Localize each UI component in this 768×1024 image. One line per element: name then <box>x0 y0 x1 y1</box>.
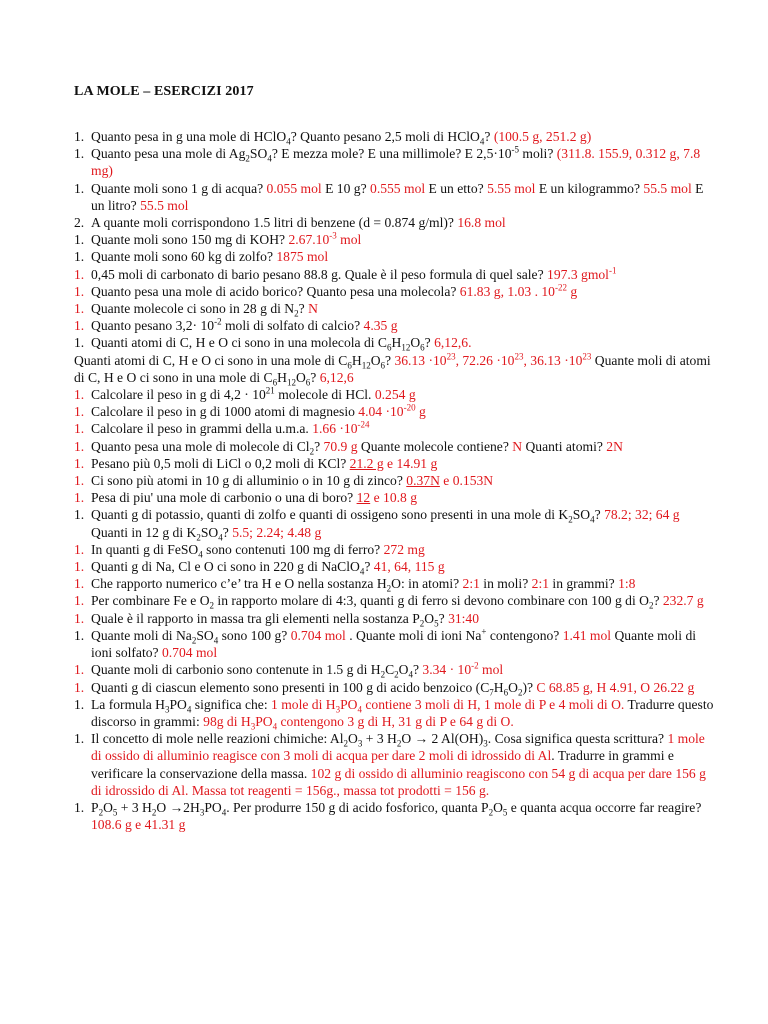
exercise-item <box>74 420 714 437</box>
exercise-number: 1. <box>74 473 85 489</box>
subscript: 5 <box>112 807 118 818</box>
exercise-item <box>74 317 714 334</box>
exercise-number: 1. <box>74 455 85 471</box>
question-text: O <box>348 731 358 747</box>
exercise-item <box>74 592 714 612</box>
question-text: O <box>103 799 113 815</box>
exercise-number: 1. <box>74 249 85 265</box>
answer-text: , 36.13 ·10 <box>523 352 583 368</box>
answer-text: 0.555 mol <box>370 180 426 196</box>
answer-text: -20 <box>403 402 416 413</box>
answer-text: 23 <box>446 351 456 362</box>
exercise-number: 1. <box>74 129 85 144</box>
exercise-number: 1. <box>74 799 85 815</box>
question-text: sono 100 g? <box>218 627 291 643</box>
question-text: O <box>295 369 306 385</box>
answer-text: 5.55 mol <box>487 180 536 196</box>
answer-text: -1 <box>608 265 617 276</box>
exercise-number: 1. <box>74 387 85 403</box>
question-text: Quanti g di Na, Cl e O ci sono in 220 g di NaClO <box>91 559 360 575</box>
subscript: 6 <box>503 687 509 698</box>
exercise-number: 1. <box>74 662 85 678</box>
question-text: Per combinare Fe e O <box>91 593 210 609</box>
answer-text: 232.7 g <box>662 593 704 609</box>
subscript: 4 <box>286 136 291 147</box>
question-text: E un litro? <box>91 180 704 213</box>
question-text: Quante moli di atomi di C, H e O ci sono in una mole di C <box>74 352 711 385</box>
question-text: Pesa di piu' una mole di carbonio o una di boro? <box>91 490 357 506</box>
exercise-item <box>74 730 714 799</box>
subscript: 12 <box>286 377 296 388</box>
answer-text: contiene 3 moli di H, 1 mole di P e 4 moli di O. <box>362 696 625 712</box>
answer-text: PO <box>255 713 273 729</box>
answer-text: 0.704 mol <box>161 645 218 661</box>
answer-text: mol <box>336 232 362 248</box>
answer-text: 3 <box>335 704 341 715</box>
exercise-item <box>74 334 714 354</box>
question-text: In quanti g di FeSO <box>91 541 199 557</box>
exercise-item <box>74 558 714 575</box>
question-text: SO <box>200 524 219 540</box>
question-text: Pesano più 0,5 moli di LiCl o 0,2 moli di KCl? <box>91 455 350 471</box>
question-text: O <box>508 679 518 695</box>
answer-text: 41, 64, 115 g <box>373 559 445 575</box>
answer-text: 0.254 g <box>374 387 416 403</box>
subscript: 5 <box>434 618 439 629</box>
exercise-item <box>74 386 714 403</box>
question-text: Calcolare il peso in grammi della u.m.a. <box>91 421 313 437</box>
answer-text: 1 mole di H <box>271 696 336 712</box>
answer-text: contengono 3 g di H, 31 g di P e 64 g di O. <box>277 713 514 729</box>
answer-text: 3.34 · 10 <box>422 662 472 678</box>
question-text: SO <box>249 146 268 162</box>
answer-text: 5.5; 2.24; 4.48 g <box>232 524 322 540</box>
question-text: in grammi? <box>549 576 619 592</box>
question-text: ? <box>484 129 494 144</box>
exercise-number: 1. <box>74 335 85 351</box>
exercise-number: 1. <box>74 421 85 437</box>
subscript: 2 <box>488 807 494 818</box>
question-text: ? <box>364 559 374 575</box>
exercise-item <box>74 696 714 730</box>
answer-text: 4 <box>357 704 362 715</box>
subscript: 2 <box>209 601 215 612</box>
subscript: 6 <box>272 377 278 388</box>
exercise-item <box>74 438 714 455</box>
subscript: 2 <box>419 618 425 629</box>
question-text: in moli? <box>479 576 532 592</box>
question-text: ? E mezza mole? E una millimole? E 2,5·10 <box>271 146 512 162</box>
answer-text: 4 <box>272 721 278 732</box>
exercise-number: 1. <box>74 232 85 248</box>
answer-text: 1 mole di ossido di alluminio reagisce con 3 moli di acqua per dare 2 moli di idrossido di Al <box>91 731 705 764</box>
subscript: 3 <box>357 738 363 749</box>
question-text: moli? <box>519 146 557 162</box>
answer-text: e 14.91 g <box>383 455 438 471</box>
answer-text: 16.8 mol <box>457 215 506 231</box>
subscript: 4 <box>359 566 365 577</box>
question-text: ? <box>594 507 605 523</box>
question-text: Quanto pesa una mole di acido borico? Quanto pesa una molecola? <box>91 283 460 299</box>
answer-text: 2:1 <box>531 576 550 592</box>
exercise-item <box>74 283 714 300</box>
question-text: ? <box>424 335 435 351</box>
question-text: Che rapporto numerico c’e’ tra H e O nella sostanza H <box>91 576 387 592</box>
answer-text: -3 <box>329 230 337 241</box>
exercise-item <box>74 575 714 592</box>
question-text: contengono? <box>486 627 563 643</box>
exercise-item <box>74 248 714 265</box>
question-text: H <box>351 352 362 368</box>
answer-text: 1:8 <box>618 576 636 592</box>
question-text: . Cosa significa questa scrittura? <box>487 731 668 747</box>
question-text: ? <box>310 369 320 385</box>
exercise-item <box>74 455 714 472</box>
answer-text: 108.6 g e 41.31 g <box>91 817 186 833</box>
question-text: Quanto pesano 3,2· 10 <box>91 318 215 334</box>
subscript: 2 <box>380 670 386 681</box>
question-text: significa che: <box>191 696 272 712</box>
question-text: in rapporto molare di 4:3, quanti g di ferro si devono combinare con 100 g di O <box>214 593 649 609</box>
answer-text: 2:1 <box>462 576 480 592</box>
question-text: . Quante moli di ioni Na <box>345 627 482 643</box>
question-text: Quante moli di ioni solfato? <box>91 627 697 661</box>
question-text: sono contenuti 100 mg di ferro? <box>202 541 384 557</box>
question-text: Quanti in 12 g di K <box>91 524 197 540</box>
question-text: Quanto pesa una mole di molecole di Cl <box>91 438 310 454</box>
exercise-number: 1. <box>74 627 85 643</box>
subscript: 4 <box>198 549 203 560</box>
question-text: Quante moli di Na <box>91 627 192 643</box>
exercise-item <box>74 506 714 543</box>
subscript: 2 <box>343 738 349 749</box>
exercise-item <box>74 679 714 696</box>
subscript: 12 <box>361 360 371 371</box>
exercise-number: 1. <box>74 301 85 317</box>
subscript: 2 <box>196 532 201 543</box>
exercise-item <box>74 145 714 179</box>
subscript: 3 <box>164 704 170 715</box>
subscript: 2 <box>568 515 573 526</box>
question-text: Quanti g di ciascun elemento sono presenti in 100 g di acido benzoico (C <box>91 679 490 695</box>
answer-text: 23 <box>582 351 592 362</box>
question-text: Quanto pesa una mole di Ag <box>91 146 246 162</box>
question-text: Quanto pesa in g una mole di HClO <box>91 129 287 144</box>
exercise-item <box>74 489 714 506</box>
subscript: 2 <box>517 687 523 698</box>
exercise-list <box>74 128 714 833</box>
question-text: ? <box>438 610 449 626</box>
question-text: Quanti atomi? <box>522 438 607 454</box>
answer-text: 4.35 g <box>363 318 398 334</box>
question-text: Quale è il rapporto in massa tra gli elementi nella sostanza P <box>91 610 420 626</box>
answer-text: 78.2; 32; 64 g <box>604 507 680 523</box>
subscript: 3 <box>483 738 488 749</box>
answer-text: 197.3 gmol <box>547 266 609 282</box>
question-text: ? Quanto pesano 2,5 moli di HClO <box>290 129 480 144</box>
answer-text: 102 g di ossido di alluminio reagiscono con 54 g di acqua per dare 156 g di idrossido di Al. Massa tot reagenti = 156g., massa tot prodotti = 156 g. <box>91 765 706 798</box>
answer-text: 23 <box>514 351 524 362</box>
answer-text: N <box>512 438 523 454</box>
answer-text: 2N <box>606 438 623 454</box>
exercise-item <box>74 403 714 420</box>
subscript: 2 <box>394 670 399 681</box>
question-text: C <box>385 662 395 678</box>
answer-text: 55.5 mol <box>140 197 189 213</box>
question-text: O <box>493 799 503 815</box>
subscript: 12 <box>401 343 411 354</box>
question-text: La formula H <box>91 696 165 712</box>
answer-text: 0.37N <box>406 473 440 489</box>
answer-text: g <box>566 283 578 299</box>
exercise-number: 1. <box>74 266 85 282</box>
answer-text: 6,12,6 <box>319 369 354 385</box>
exercise-item <box>74 352 714 386</box>
question-text: molecole di HCl. <box>274 387 375 403</box>
question-text: P <box>91 799 99 815</box>
answer-text: g <box>415 404 426 420</box>
answer-text: 36.13 ·10 <box>394 352 447 368</box>
question-text: E un etto? <box>425 180 488 196</box>
subscript: 4 <box>218 532 223 543</box>
question-text: + 3 H <box>117 799 152 815</box>
exercise-item <box>74 266 714 283</box>
question-text: O: in atomi? <box>391 576 463 592</box>
question-text: Tradurre questo discorso in grammi: <box>91 696 714 729</box>
subscript: 2 <box>98 807 104 818</box>
question-text: SO <box>572 507 591 523</box>
superscript: -2 <box>214 316 222 327</box>
answer-text: N <box>308 301 318 317</box>
question-text: O <box>398 662 409 678</box>
answer-text: 2.67.10 <box>288 232 330 248</box>
subscript: 4 <box>408 670 413 681</box>
superscript: 21 <box>265 385 275 396</box>
answer-text: 3 <box>250 721 256 732</box>
subscript: 4 <box>213 635 219 646</box>
exercise-item <box>74 610 714 627</box>
exercise-number: 1. <box>74 146 85 162</box>
answer-text: 61.83 g, 1.03 . 10 <box>459 283 555 299</box>
subscript: 2 <box>245 153 250 164</box>
subscript: 2 <box>151 807 157 818</box>
question-text: Quante moli di carbonio sono contenute in 1.5 g di H <box>91 662 381 678</box>
subscript: 6 <box>420 343 425 354</box>
exercise-number: 1. <box>74 610 85 626</box>
answer-text: 0.704 mol <box>290 627 346 643</box>
question-text: ? <box>385 352 395 368</box>
exercise-item <box>74 799 714 833</box>
question-text: Quante moli sono 150 mg di KOH? <box>91 232 289 248</box>
subscript: 2 <box>191 635 197 646</box>
exercise-number: 1. <box>74 696 85 712</box>
exercise-number: 1. <box>74 541 85 557</box>
answer-text: -2 <box>471 660 479 671</box>
exercise-item <box>74 214 714 231</box>
answer-text: 98g di H <box>203 713 251 729</box>
answer-text: 12 <box>356 490 371 506</box>
question-text: E un kilogrammo? <box>535 180 644 196</box>
question-text: H <box>493 679 504 695</box>
exercise-number: 1. <box>74 490 85 506</box>
question-text: Quanti g di potassio, quanti di zolfo e quanti di ossigeno sono presenti in una mole di K <box>91 507 569 523</box>
exercise-number: 1. <box>74 559 85 575</box>
subscript: 2 <box>309 446 315 457</box>
answer-text: C 68.85 g, H 4.91, O 26.22 g <box>536 679 695 695</box>
question-text: O <box>370 352 381 368</box>
exercise-item <box>74 660 714 681</box>
question-text: E 10 g? <box>321 180 371 196</box>
answer-text: e 0.153N <box>439 473 494 489</box>
question-text: O <box>424 610 435 626</box>
question-text: Quante molecole ci sono in 28 g di N <box>91 301 295 317</box>
question-text: O → 2 Al(OH) <box>401 731 484 747</box>
question-text: O <box>410 335 421 351</box>
answer-text: 1.41 mol <box>562 627 612 643</box>
question-text: PO <box>169 696 187 712</box>
answer-text: -22 <box>554 282 567 293</box>
document-page <box>74 84 714 833</box>
exercise-number: 1. <box>74 318 85 334</box>
exercise-number: 1. <box>74 576 85 592</box>
question-text: Quante molecole contiene? <box>357 438 513 454</box>
answer-text: 55.5 mol <box>643 180 692 196</box>
question-text: Il concetto di mole nelle reazioni chimiche: Al <box>91 731 344 747</box>
answer-text: 4.04 ·10 <box>358 404 404 420</box>
exercise-number: 1. <box>74 180 85 196</box>
question-text: Quante moli sono 60 kg di zolfo? <box>91 249 277 265</box>
question-text: H <box>277 369 287 385</box>
question-text: Quanti atomi di C, H e O ci sono in una mole di C <box>74 352 348 368</box>
exercise-item <box>74 472 714 489</box>
question-text: A quante moli corrispondono 1.5 litri di benzene (d = 0.874 g/ml)? <box>91 215 458 231</box>
question-text: 0,45 moli di carbonato di bario pesano 88.8 g. Quale è il peso formula di quel sale? <box>91 266 548 282</box>
question-text: Quante moli sono 1 g di acqua? <box>91 180 267 196</box>
exercise-number: 1. <box>74 438 85 454</box>
question-text: H <box>391 335 402 351</box>
subscript: 6 <box>305 377 311 388</box>
subscript: 4 <box>479 136 485 147</box>
exercise-item <box>74 180 714 214</box>
exercise-item <box>74 128 714 145</box>
question-text: ? <box>222 524 233 540</box>
subscript: 2 <box>648 601 654 612</box>
question-text: Calcolare il peso in g di 4,2 · 10 <box>91 387 266 403</box>
question-text: moli di solfato di calcio? <box>221 318 364 334</box>
subscript: 6 <box>380 360 386 371</box>
answer-text: 6,12,6. <box>434 335 472 351</box>
answer-text: PO <box>340 696 358 712</box>
question-text: Quanti atomi di C, H e O ci sono in una molecola di C <box>91 335 387 351</box>
answer-text: mol <box>478 662 504 678</box>
question-text: ? <box>314 438 324 454</box>
subscript: 6 <box>387 343 392 354</box>
answer-text: , 72.26 ·10 <box>455 352 515 368</box>
subscript: 4 <box>221 807 227 818</box>
subscript: 2 <box>396 738 402 749</box>
exercise-number: 2. <box>74 215 85 231</box>
exercise-item <box>74 300 714 317</box>
question-text: Ci sono più atomi in 10 g di alluminio o in 10 g di zinco? <box>91 473 407 489</box>
answer-text: 1.66 ·10 <box>312 421 358 437</box>
answer-text: 31:40 <box>448 610 480 626</box>
subscript: 3 <box>199 807 205 818</box>
question-text: PO <box>204 799 222 815</box>
question-text: + 3 H <box>362 731 397 747</box>
question-text: SO <box>196 627 214 643</box>
question-text: ? <box>653 593 663 609</box>
question-text: ? <box>298 301 309 317</box>
subscript: 4 <box>186 704 192 715</box>
subscript: 2 <box>294 308 299 319</box>
subscript: 4 <box>267 153 272 164</box>
answer-text: 272 mg <box>383 541 425 557</box>
answer-text: (311.8. 155.9, 0.312 g, 7.8 mg) <box>91 146 701 179</box>
exercise-number: 1. <box>74 679 85 695</box>
superscript: -5 <box>511 144 520 155</box>
question-text: e quanta acqua occorre far reagire? <box>507 799 702 815</box>
subscript: 4 <box>590 515 595 526</box>
question-text: )? <box>522 679 537 695</box>
question-text: . Per produrre 150 g di acido fosforico, quanta P <box>226 799 489 815</box>
page-title: LA MOLE – ESERCIZI 2017 <box>74 84 254 99</box>
exercise-number: 1. <box>74 404 85 420</box>
answer-text: 0.055 mol <box>266 180 322 196</box>
answer-text: 21.2 g <box>349 455 384 471</box>
exercise-number: 1. <box>74 593 85 609</box>
question-text: O →2H <box>156 799 200 815</box>
subscript: 6 <box>347 360 352 371</box>
answer-text: (100.5 g, 251.2 g) <box>493 129 592 144</box>
question-text: Calcolare il peso in g di 1000 atomi di magnesio <box>91 404 359 420</box>
exercise-item <box>74 231 714 248</box>
answer-text: 70.9 g <box>323 438 358 454</box>
answer-text: 1875 mol <box>276 249 329 265</box>
exercise-item <box>74 627 714 661</box>
subscript: 5 <box>502 807 508 818</box>
exercise-number: 1. <box>74 283 85 299</box>
exercise-number: 1. <box>74 507 85 523</box>
answer-text: -24 <box>357 419 370 430</box>
question-text: . Tradurre in grammi e verificare la conservazione della massa. <box>91 748 674 781</box>
superscript: + <box>481 626 487 637</box>
answer-text: e 10.8 g <box>370 490 418 506</box>
subscript: 2 <box>386 584 392 594</box>
subscript: 7 <box>489 687 494 698</box>
question-text: ? <box>412 662 423 678</box>
exercise-item <box>74 541 714 558</box>
exercise-number: 1. <box>74 731 85 747</box>
